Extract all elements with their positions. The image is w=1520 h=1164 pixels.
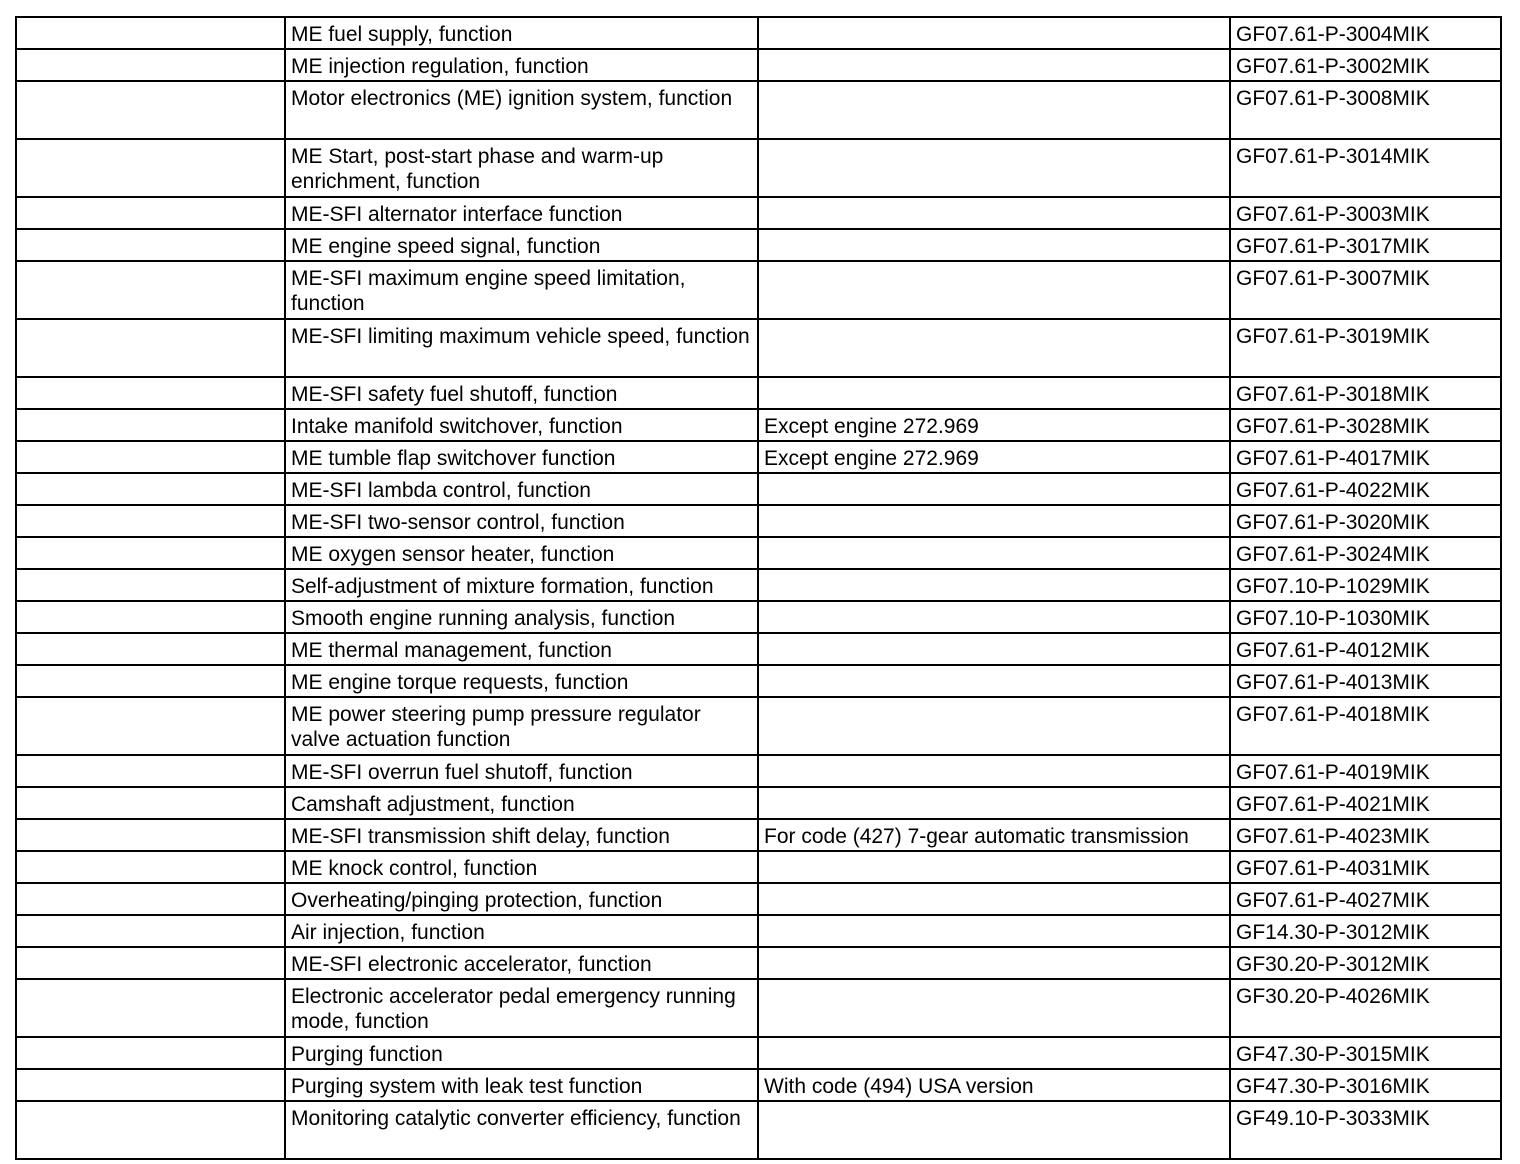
note-cell (758, 229, 1230, 261)
note-cell (758, 319, 1230, 377)
table-row (16, 1037, 1501, 1069)
note-cell (758, 197, 1230, 229)
blank-cell (16, 473, 285, 505)
blank-cell (16, 377, 285, 409)
note-cell (758, 17, 1230, 49)
table-row (16, 633, 1501, 665)
note-cell (758, 851, 1230, 883)
note-cell (758, 915, 1230, 947)
function-cell: Camshaft adjustment, function (285, 787, 758, 819)
function-cell: Purging system with leak test function (285, 1069, 758, 1101)
blank-cell (16, 697, 285, 755)
note-cell: For code (427) 7-gear automatic transmission (758, 819, 1230, 851)
table-row (16, 819, 1501, 851)
document-code-cell: GF07.61-P-4019MIK (1230, 755, 1501, 787)
note-cell (758, 947, 1230, 979)
blank-cell (16, 633, 285, 665)
blank-cell (16, 261, 285, 319)
table-row (16, 787, 1501, 819)
document-code-cell: GF07.61-P-3004MIK (1230, 17, 1501, 49)
table-row (16, 851, 1501, 883)
table-row (16, 505, 1501, 537)
document-code-cell: GF47.30-P-3016MIK (1230, 1069, 1501, 1101)
note-cell (758, 1037, 1230, 1069)
document-code-cell: GF07.61-P-4022MIK (1230, 473, 1501, 505)
function-cell: ME-SFI maximum engine speed limitation, function (285, 261, 758, 319)
table-row (16, 883, 1501, 915)
document-code-cell: GF07.61-P-3003MIK (1230, 197, 1501, 229)
function-cell: ME knock control, function (285, 851, 758, 883)
note-cell (758, 633, 1230, 665)
table-row (16, 409, 1501, 441)
blank-cell (16, 319, 285, 377)
note-cell (758, 473, 1230, 505)
function-cell: Motor electronics (ME) ignition system, function (285, 81, 758, 139)
function-cell: ME engine torque requests, function (285, 665, 758, 697)
document-code-cell: GF07.61-P-4023MIK (1230, 819, 1501, 851)
function-cell: ME engine speed signal, function (285, 229, 758, 261)
table-row (16, 537, 1501, 569)
note-cell (758, 377, 1230, 409)
document-code-cell: GF07.61-P-3028MIK (1230, 409, 1501, 441)
table-row (16, 697, 1501, 755)
table-row (16, 473, 1501, 505)
function-cell: ME thermal management, function (285, 633, 758, 665)
note-cell (758, 787, 1230, 819)
blank-cell (16, 229, 285, 261)
document-code-cell: GF07.61-P-4018MIK (1230, 697, 1501, 755)
document-code-cell: GF07.61-P-4021MIK (1230, 787, 1501, 819)
blank-cell (16, 197, 285, 229)
blank-cell (16, 139, 285, 197)
document-code-cell: GF07.61-P-3007MIK (1230, 261, 1501, 319)
document-code-cell: GF47.30-P-3015MIK (1230, 1037, 1501, 1069)
document-code-cell: GF07.61-P-3019MIK (1230, 319, 1501, 377)
function-cell: Purging function (285, 1037, 758, 1069)
note-cell (758, 537, 1230, 569)
function-cell: ME-SFI electronic accelerator, function (285, 947, 758, 979)
document-code-cell: GF07.10-P-1030MIK (1230, 601, 1501, 633)
blank-cell (16, 915, 285, 947)
note-cell (758, 1101, 1230, 1159)
note-cell (758, 139, 1230, 197)
function-cell: Intake manifold switchover, function (285, 409, 758, 441)
blank-cell (16, 49, 285, 81)
document-code-cell: GF07.61-P-4012MIK (1230, 633, 1501, 665)
document-code-cell: GF07.61-P-3008MIK (1230, 81, 1501, 139)
blank-cell (16, 409, 285, 441)
function-cell: ME injection regulation, function (285, 49, 758, 81)
function-cell: Self-adjustment of mixture formation, function (285, 569, 758, 601)
document-code-cell: GF07.61-P-3018MIK (1230, 377, 1501, 409)
blank-cell (16, 537, 285, 569)
function-cell: ME-SFI transmission shift delay, function (285, 819, 758, 851)
note-cell (758, 261, 1230, 319)
note-cell (758, 697, 1230, 755)
document-code-cell: GF07.61-P-4031MIK (1230, 851, 1501, 883)
function-cell: Smooth engine running analysis, function (285, 601, 758, 633)
document-code-cell: GF07.61-P-3024MIK (1230, 537, 1501, 569)
function-cell: ME-SFI two-sensor control, function (285, 505, 758, 537)
table-row (16, 377, 1501, 409)
table-row (16, 601, 1501, 633)
blank-cell (16, 979, 285, 1037)
note-cell (758, 569, 1230, 601)
blank-cell (16, 17, 285, 49)
blank-cell (16, 947, 285, 979)
table-row (16, 947, 1501, 979)
table-row (16, 569, 1501, 601)
function-cell: Electronic accelerator pedal emergency running mode, function (285, 979, 758, 1037)
document-code-cell: GF07.61-P-4013MIK (1230, 665, 1501, 697)
function-reference-table (15, 16, 1502, 1160)
document-code-cell: GF49.10-P-3033MIK (1230, 1101, 1501, 1159)
function-cell: Air injection, function (285, 915, 758, 947)
function-cell: ME-SFI limiting maximum vehicle speed, function (285, 319, 758, 377)
function-cell: ME power steering pump pressure regulator valve actuation function (285, 697, 758, 755)
note-cell: Except engine 272.969 (758, 409, 1230, 441)
blank-cell (16, 1101, 285, 1159)
blank-cell (16, 1069, 285, 1101)
blank-cell (16, 819, 285, 851)
table-row (16, 81, 1501, 139)
blank-cell (16, 569, 285, 601)
note-cell (758, 979, 1230, 1037)
blank-cell (16, 883, 285, 915)
function-cell: ME tumble flap switchover function (285, 441, 758, 473)
function-cell: Monitoring catalytic converter efficiency, function (285, 1101, 758, 1159)
note-cell: With code (494) USA version (758, 1069, 1230, 1101)
table-row (16, 139, 1501, 197)
table-row (16, 197, 1501, 229)
blank-cell (16, 665, 285, 697)
blank-cell (16, 81, 285, 139)
table-row (16, 755, 1501, 787)
note-cell (758, 883, 1230, 915)
blank-cell (16, 787, 285, 819)
table-row (16, 261, 1501, 319)
note-cell (758, 505, 1230, 537)
blank-cell (16, 755, 285, 787)
document-code-cell: GF07.61-P-3014MIK (1230, 139, 1501, 197)
table-row (16, 229, 1501, 261)
table-row (16, 979, 1501, 1037)
note-cell (758, 81, 1230, 139)
document-code-cell: GF07.61-P-3020MIK (1230, 505, 1501, 537)
table-row (16, 319, 1501, 377)
function-cell: ME fuel supply, function (285, 17, 758, 49)
note-cell (758, 755, 1230, 787)
table-row (16, 1101, 1501, 1159)
table-row (16, 49, 1501, 81)
table-row (16, 665, 1501, 697)
blank-cell (16, 1037, 285, 1069)
document-code-cell: GF30.20-P-4026MIK (1230, 979, 1501, 1037)
function-cell: ME-SFI overrun fuel shutoff, function (285, 755, 758, 787)
document-code-cell: GF07.61-P-4017MIK (1230, 441, 1501, 473)
blank-cell (16, 441, 285, 473)
table-body (16, 17, 1501, 1159)
function-cell: ME-SFI safety fuel shutoff, function (285, 377, 758, 409)
blank-cell (16, 851, 285, 883)
function-cell: ME Start, post-start phase and warm-up enrichment, function (285, 139, 758, 197)
blank-cell (16, 505, 285, 537)
document-code-cell: GF07.61-P-4027MIK (1230, 883, 1501, 915)
document-code-cell: GF07.61-P-3017MIK (1230, 229, 1501, 261)
note-cell (758, 49, 1230, 81)
document-code-cell: GF07.61-P-3002MIK (1230, 49, 1501, 81)
document-code-cell: GF14.30-P-3012MIK (1230, 915, 1501, 947)
note-cell (758, 601, 1230, 633)
function-cell: Overheating/pinging protection, function (285, 883, 758, 915)
document-code-cell: GF07.10-P-1029MIK (1230, 569, 1501, 601)
table-row (16, 441, 1501, 473)
function-cell: ME-SFI alternator interface function (285, 197, 758, 229)
document-code-cell: GF30.20-P-3012MIK (1230, 947, 1501, 979)
table-row (16, 1069, 1501, 1101)
blank-cell (16, 601, 285, 633)
table-row (16, 915, 1501, 947)
note-cell: Except engine 272.969 (758, 441, 1230, 473)
note-cell (758, 665, 1230, 697)
function-cell: ME-SFI lambda control, function (285, 473, 758, 505)
function-cell: ME oxygen sensor heater, function (285, 537, 758, 569)
table-row (16, 17, 1501, 49)
